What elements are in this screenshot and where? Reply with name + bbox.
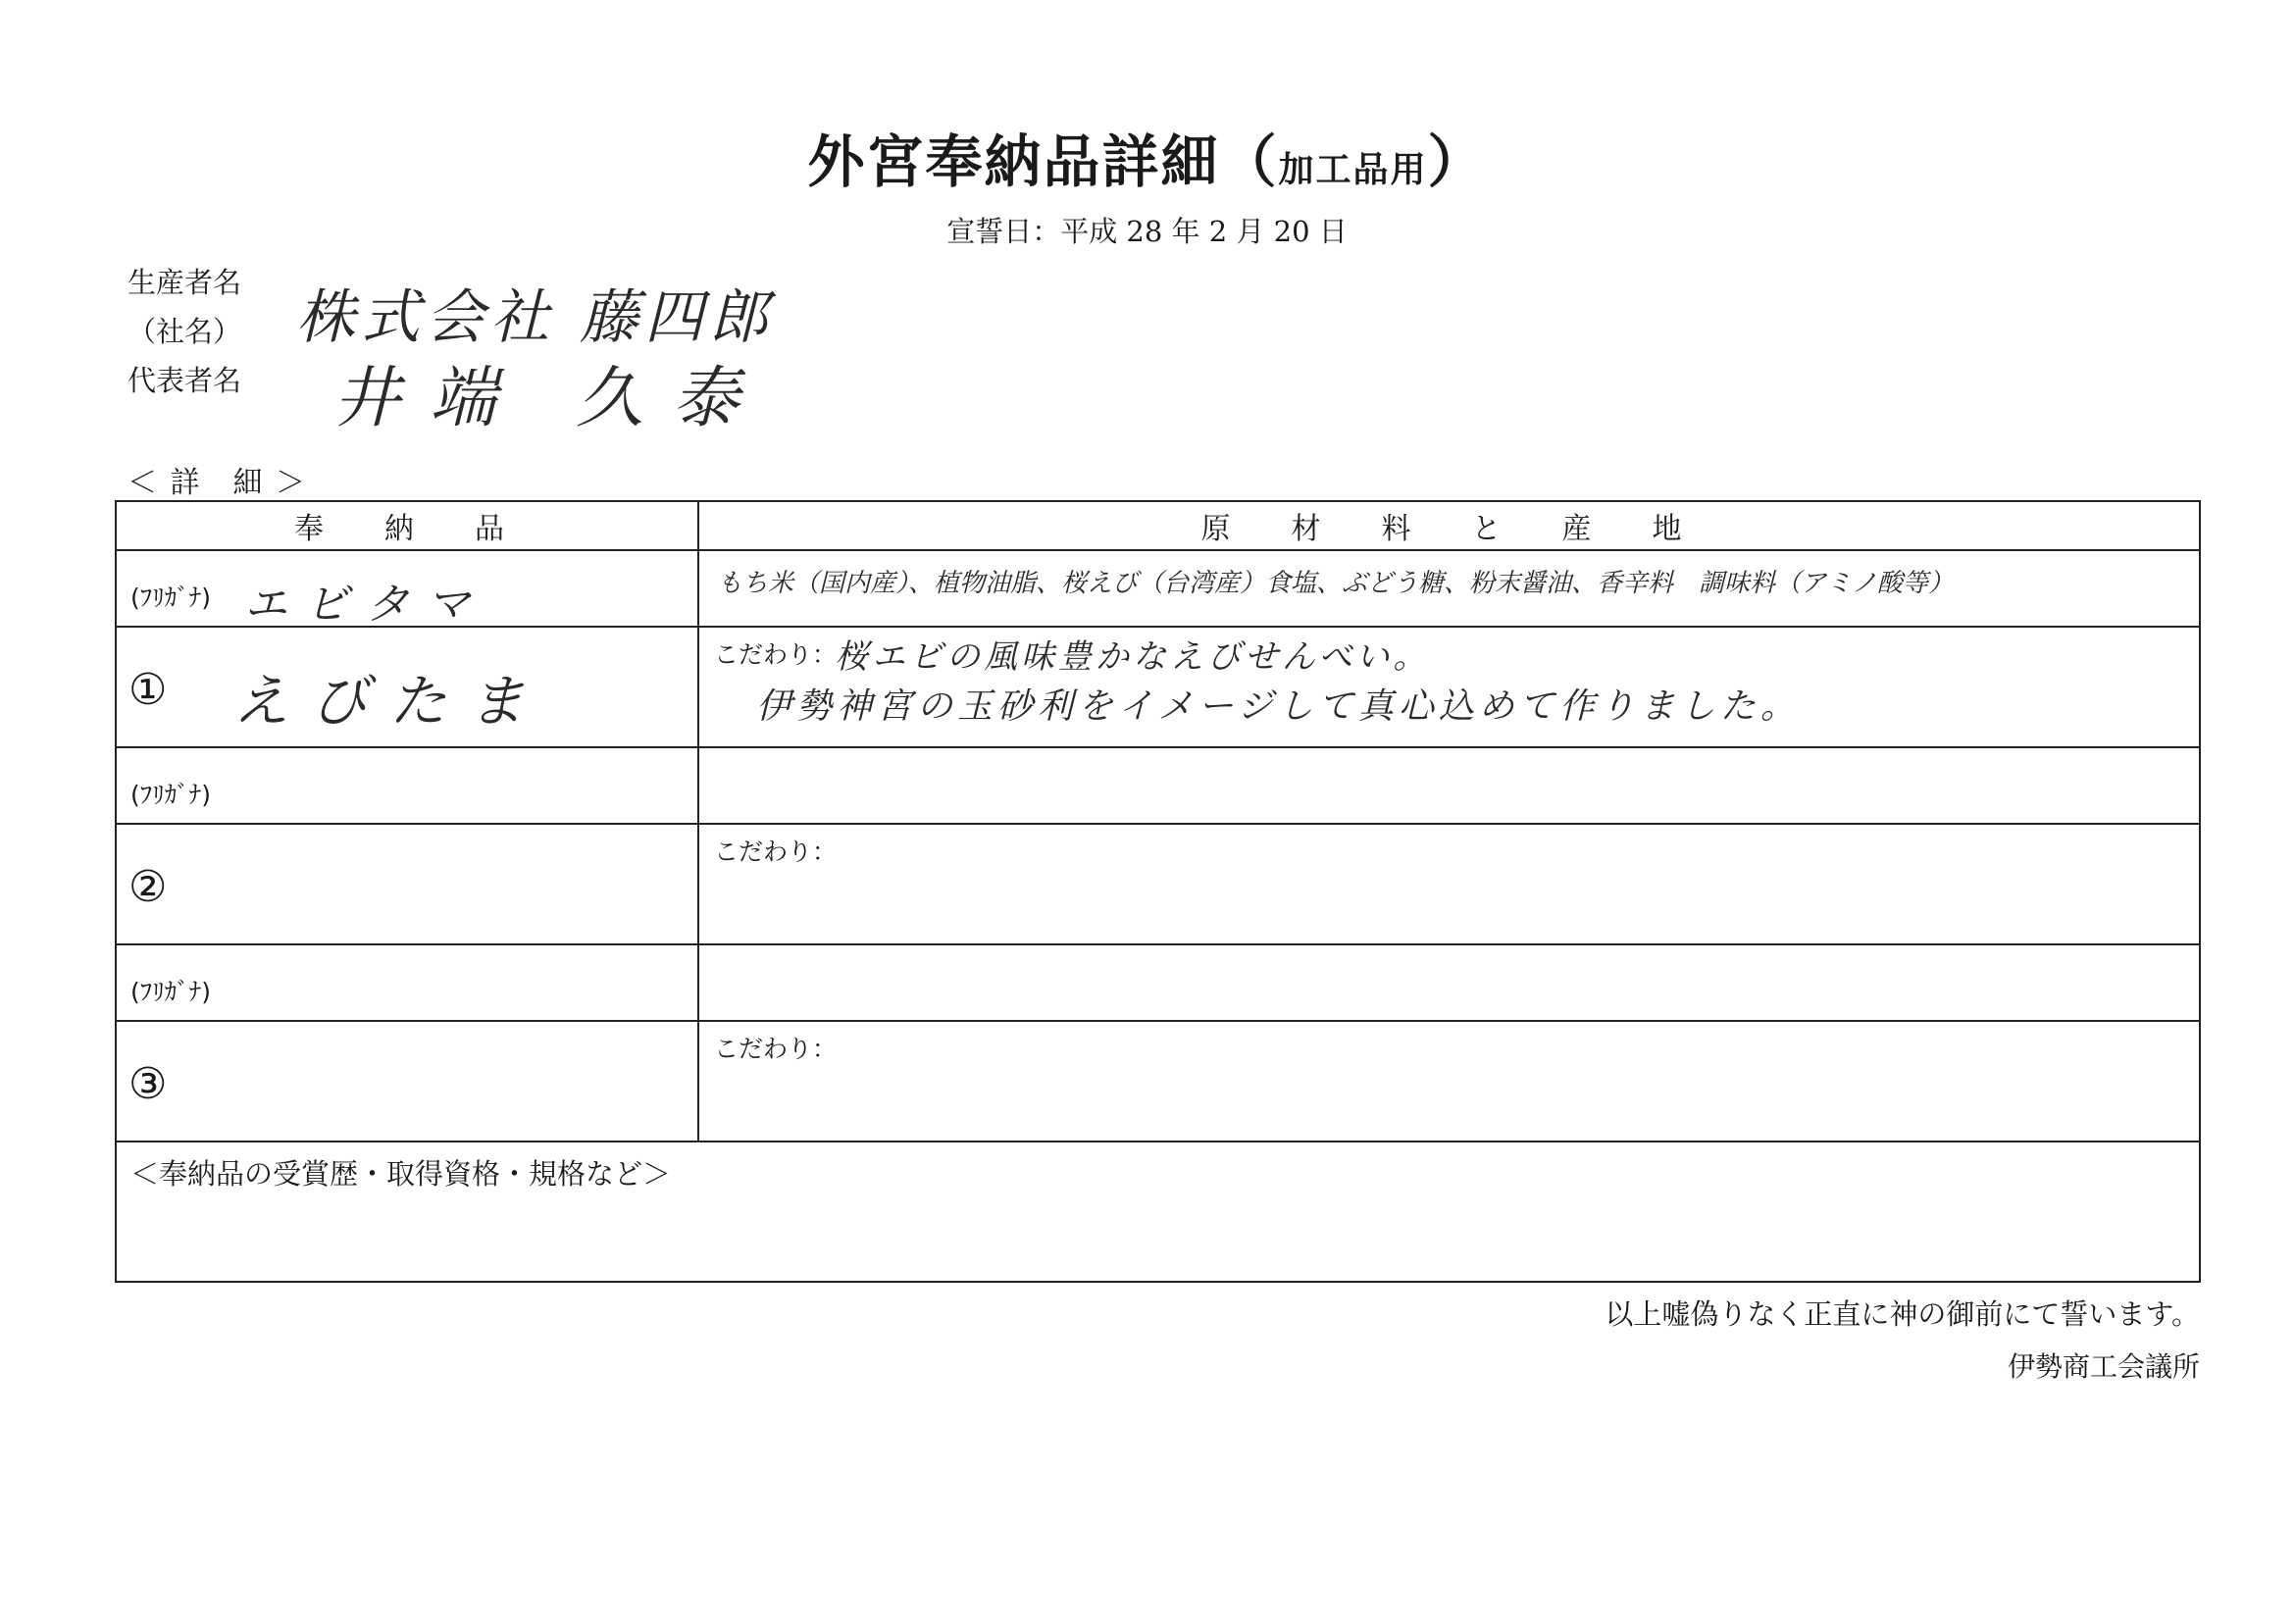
kodawari-label: こだわり：: [714, 837, 838, 866]
furigana-cell: [116, 944, 698, 1021]
producer-name: 株式会社 藤四郎: [296, 283, 775, 352]
title-sub: 加工品用: [1278, 150, 1428, 190]
awards-row: [116, 1142, 2200, 1282]
table-row: [116, 944, 2200, 1021]
producer-label-sub: （社名）: [127, 315, 242, 348]
item-name: えびたま: [232, 668, 547, 735]
kodawari-label: こだわり：: [714, 640, 838, 669]
table-row: [116, 550, 2200, 627]
materials-cell: [698, 944, 2200, 1021]
title-close-paren: ）: [1427, 128, 1487, 195]
table-row: [116, 1021, 2200, 1142]
item-name-cell: [116, 1021, 698, 1142]
kodawari-cell: [698, 824, 2200, 944]
furigana-label: (ﾌﾘｶﾞﾅ): [130, 781, 212, 809]
column-header-offering: 奉 納 品: [116, 501, 698, 550]
title-open-paren: （: [1219, 128, 1279, 195]
item-materials: もち米（国内産）、植物油脂、桜えび（台湾産）食塩、ぶどう糖、粉末醤油、香辛料 調味料（アミノ酸等）: [717, 569, 1955, 598]
item-number: ②: [128, 862, 168, 912]
awards-cell: [116, 1142, 2200, 1282]
kodawari-label: こだわり：: [714, 1035, 838, 1063]
representative-label: 代表者名: [127, 364, 242, 397]
oath-date: 宣誓日：平成 28 年 2 月 20 日: [946, 215, 1348, 248]
oath-statement: 以上嘘偽りなく正直に神の御前にて誓います。: [1605, 1297, 2200, 1331]
furigana-label: (ﾌﾘｶﾞﾅ): [130, 584, 212, 612]
item-furigana: エビタマ: [244, 580, 487, 630]
furigana-cell: [116, 747, 698, 824]
document-title: [0, 116, 2294, 198]
kodawari-line-2: 伊勢神宮の玉砂利をイメージして真心込めて作りました。: [756, 686, 1801, 727]
kodawari-cell: [698, 627, 2200, 747]
item-name-cell: [116, 627, 698, 747]
item-name-cell: [116, 824, 698, 944]
materials-cell: [698, 747, 2200, 824]
item-number: ①: [128, 665, 168, 715]
producer-label: 生産者名: [127, 266, 242, 299]
kodawari-line-1: 桜エビの風味豊かなえびせんべい。: [835, 637, 1431, 677]
title-main: 外宮奉納品詳細: [807, 128, 1220, 195]
kodawari-cell: [698, 1021, 2200, 1142]
furigana-cell: [116, 550, 698, 630]
table-row: [116, 627, 2200, 747]
representative-name: 井端 久泰: [333, 360, 769, 437]
offerings-table: [115, 500, 2201, 1283]
column-header-materials: 原 材 料 と 産 地: [698, 501, 2200, 550]
table-row: [116, 747, 2200, 824]
materials-cell: [698, 550, 2200, 627]
item-number: ③: [128, 1059, 168, 1109]
furigana-label: (ﾌﾘｶﾞﾅ): [130, 978, 212, 1006]
organization-name: 伊勢商工会議所: [2007, 1350, 2200, 1383]
details-label: ＜ 詳 細 ＞: [127, 466, 308, 500]
awards-label: ＜奉納品の受賞歴・取得資格・規格など＞: [130, 1157, 672, 1191]
table-row: [116, 824, 2200, 944]
